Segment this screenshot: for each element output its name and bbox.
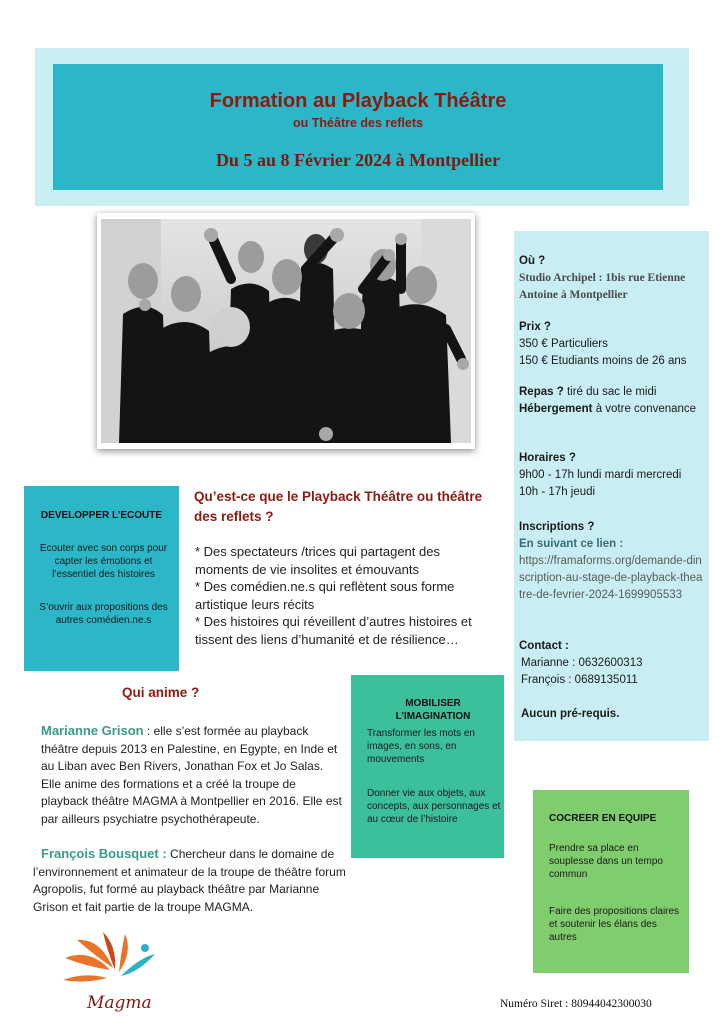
registration-sub: En suivant ce lien :: [519, 538, 624, 550]
meal-value: tiré du sac le midi: [563, 386, 657, 398]
question-bullet: * Des histoires qui réveillent d’autres histoires et tissent des liens d’humanité et de résilience…: [195, 614, 472, 647]
meal-label: Repas ?: [519, 386, 564, 398]
box-cocreate: [533, 790, 689, 973]
bio-text: : elle s’est formée au playback théâtre depuis 2013 en Palestine, en Egypte, en Inde et au Liban avec Ben Rivers, Jonathan Fox et Jo Salas. Elle anime des formations et a créé la troupe de playback théâtre MAGMA à Montpellier en 2016. Elle est par ailleurs psychiatre psychothérapeute.: [41, 724, 342, 826]
contact-line: François : 0689135011: [521, 674, 638, 686]
box-listening-text: S’ouvrir aux propositions des autres comédien.ne.s: [39, 602, 168, 626]
hours-label: Horaires ?: [519, 452, 576, 464]
registration-label: Inscriptions ?: [519, 521, 595, 533]
prerequisite-note: Aucun pré-requis.: [521, 708, 620, 720]
box-imagination: [351, 675, 504, 858]
price-label: Prix ?: [519, 321, 551, 333]
box-listening-title: DEVELOPPER L’ECOUTE: [40, 510, 163, 521]
registration-link[interactable]: https://framaforms.org/demande-dinscription-au-stage-de-playback-theatre-de-fevrier-2024-1699905533: [519, 555, 703, 601]
box-imagination-text: Donner vie aux objets, aux concepts, aux personnages et au cœur de l’histoire: [367, 788, 501, 825]
bio-marianne: [41, 722, 346, 828]
price-line: 150 € Etudiants moins de 26 ans: [519, 355, 687, 367]
bio-name: François Bousquet :: [41, 846, 167, 861]
question-title: Qu’est-ce que le Playback Théâtre ou théâtre des reflets ?: [194, 489, 483, 524]
hours-line: 9h00 - 17h lundi mardi mercredi: [519, 469, 682, 481]
contact-label: Contact :: [519, 640, 569, 652]
header-panel: [53, 64, 663, 190]
box-listening: [24, 486, 179, 671]
box-listening-text: Ecouter avec son corps pour capter les émotions et l’essentiel des histoires: [39, 543, 168, 580]
box-cocreate-text: Faire des propositions claires et soutenir les élans des autres: [549, 906, 680, 943]
magma-logo: [55, 928, 165, 1016]
question-bullet: * Des spectateurs /trices qui partagent des moments de vie insolites et émouvants: [195, 544, 440, 577]
lodging-value: à votre convenance: [592, 403, 697, 415]
question-body: [195, 543, 495, 648]
troupe-photo: [101, 219, 471, 443]
magma-logo-icon: [55, 928, 165, 1016]
where-label: Où ?: [519, 255, 546, 267]
info-panel: [514, 231, 709, 741]
facilitators-title: Qui anime ?: [122, 685, 200, 700]
question-bullet: * Des comédien.ne.s qui reflètent sous forme artistique leurs récits: [195, 579, 455, 612]
box-cocreate-title: COCREER EN EQUIPE: [549, 813, 657, 824]
page-title: Formation au Playback Théâtre: [209, 90, 507, 112]
bio-francois: [33, 845, 348, 916]
box-imagination-title: MOBILISER L’IMAGINATION: [395, 698, 471, 722]
troupe-photo-illustration: [101, 219, 471, 443]
page-subtitle: ou Théâtre des reflets: [293, 116, 423, 130]
price-line: 350 € Particuliers: [519, 338, 608, 350]
logo-text: Magma: [87, 993, 152, 1013]
box-imagination-text: Transformer les mots en images, en sons, en mouvements: [367, 728, 475, 765]
box-cocreate-text: Prendre sa place en souplesse dans un tempo commun: [549, 843, 663, 880]
contact-line: Marianne : 0632600313: [521, 657, 643, 669]
bio-name: Marianne Grison: [41, 723, 144, 738]
event-dates: Du 5 au 8 Février 2024 à Montpellier: [215, 150, 501, 170]
where-value: Studio Archipel : 1bis rue Etienne Antoine à Montpellier: [519, 272, 686, 301]
bio-text: Chercheur dans le domaine de l’environnement et animateur de la troupe de théâtre forum Agropolis, fut formé au playback théâtre par Marianne Grison et fait partie de la troupe MAGMA.: [33, 847, 346, 914]
siret-number: Numéro Siret : 80944042300030: [500, 998, 652, 1010]
lodging-label: Hébergement: [519, 403, 593, 415]
hours-line: 10h - 17h jeudi: [519, 486, 596, 498]
